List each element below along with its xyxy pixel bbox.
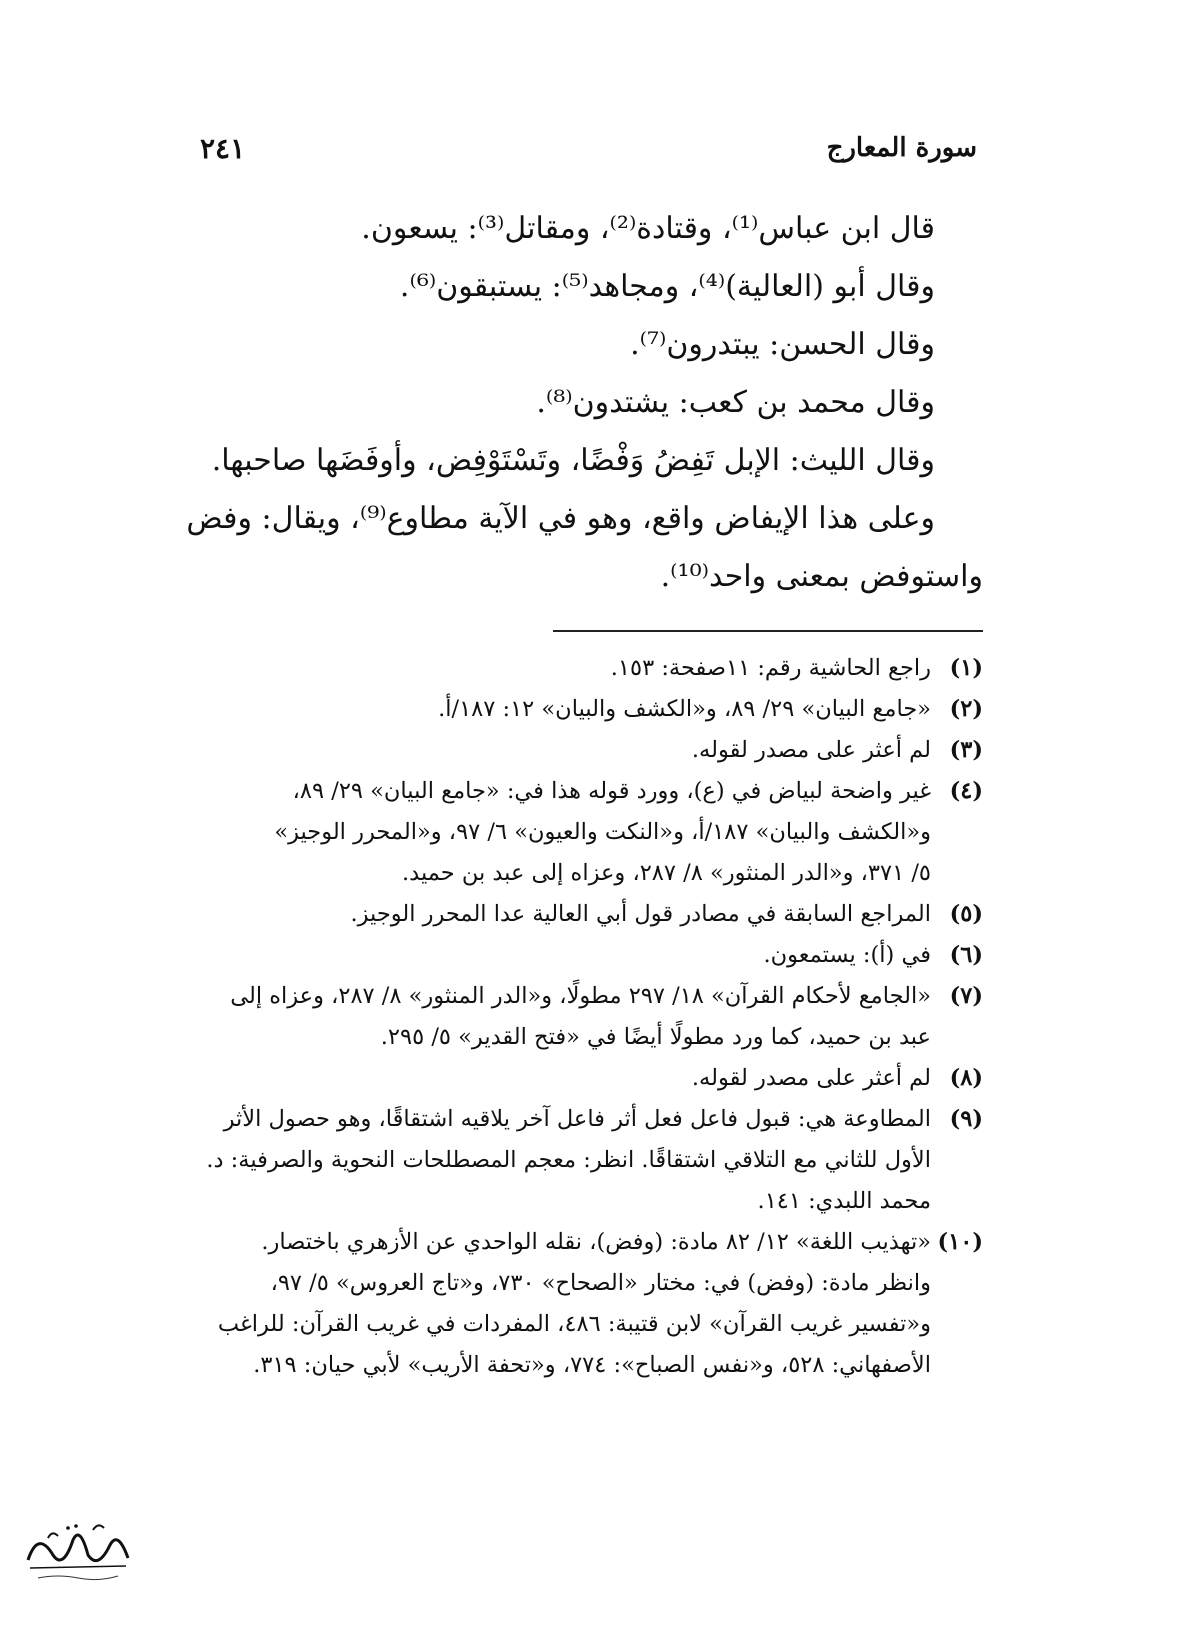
footnote-text: في (أ): يستمعون. bbox=[763, 942, 931, 968]
footnote bbox=[153, 935, 983, 976]
page-number: ٢٤١ bbox=[200, 131, 246, 165]
footnote-text: محمد اللبدي: ١٤١. bbox=[757, 1188, 931, 1214]
footnote-text: «الجامع لأحكام القرآن» ١٨/ ٢٩٧ مطولًا، و«الدر المنثور» ٨/ ٢٨٧، وعزاه إلى bbox=[230, 983, 931, 1009]
main-text-line: قال ابن عباس⁽¹⁾، وقتادة⁽²⁾، ومقاتل⁽³⁾: يسعون. bbox=[361, 211, 935, 246]
footnote-number: (٩) bbox=[949, 1106, 983, 1132]
main-text-line: وقال الحسن: يبتدرون⁽⁷⁾. bbox=[630, 327, 935, 362]
footnote bbox=[153, 894, 983, 935]
main-text bbox=[153, 200, 983, 606]
footnote-text: لم أعثر على مصدر لقوله. bbox=[691, 1065, 931, 1091]
page-header bbox=[200, 128, 977, 168]
surah-title: سورة المعارج bbox=[826, 133, 977, 163]
footnote-text: «تهذيب اللغة» ١٢/ ٨٢ مادة: (وفض)، نقله الواحدي عن الأزهري باختصار. bbox=[261, 1229, 931, 1255]
footnote bbox=[153, 771, 983, 894]
footnote-text: عبد بن حميد، كما ورد مطولًا أيضًا في «فتح القدير» ٥/ ٢٩٥. bbox=[380, 1024, 931, 1050]
footnote bbox=[153, 1222, 983, 1386]
main-text-line: وعلى هذا الإيفاض واقع، وهو في الآية مطاوع⁽⁹⁾، ويقال: وفض bbox=[186, 501, 935, 536]
footnote bbox=[153, 1058, 983, 1099]
footnote-number: (٤) bbox=[949, 778, 983, 804]
main-text-line: واستوفض بمعنى واحد⁽¹⁰⁾. bbox=[660, 559, 983, 594]
footnotes bbox=[153, 648, 983, 1386]
main-text-line: وقال محمد بن كعب: يشتدون⁽⁸⁾. bbox=[536, 385, 935, 420]
footnote-text: الأول للثاني مع التلاقي اشتقاقًا. انظر: معجم المصطلحات النحوية والصرفية: د. bbox=[206, 1147, 931, 1173]
footnote-text: غير واضحة لبياض في (ع)، وورد قوله هذا في: «جامع البيان» ٢٩/ ٨٩، bbox=[292, 778, 931, 804]
footnote bbox=[153, 976, 983, 1058]
footnote-number: (٦) bbox=[949, 942, 983, 968]
footnote-text: و«تفسير غريب القرآن» لابن قتيبة: ٤٨٦، المفردات في غريب القرآن: للراغب bbox=[217, 1311, 931, 1337]
footnote-text: المطاوعة هي: قبول فاعل فعل أثر فاعل آخر يلاقيه اشتقاقًا، وهو حصول الأثر bbox=[223, 1106, 931, 1132]
footnote bbox=[153, 648, 983, 689]
footnote-text: راجع الحاشية رقم: ١١صفحة: ١٥٣. bbox=[610, 655, 931, 681]
footnote-number: (٢) bbox=[949, 696, 983, 722]
footnote-text: المراجع السابقة في مصادر قول أبي العالية عدا المحرر الوجيز. bbox=[350, 901, 931, 927]
footnote-text: «جامع البيان» ٢٩/ ٨٩، و«الكشف والبيان» ١٢: ١٨٧/أ. bbox=[438, 696, 931, 722]
footnote-number: (١٠) bbox=[937, 1229, 983, 1255]
publisher-logo bbox=[18, 1500, 138, 1590]
footnote-number: (٣) bbox=[949, 737, 983, 763]
footnote bbox=[153, 689, 983, 730]
footnote-number: (٥) bbox=[949, 901, 983, 927]
footnote bbox=[153, 1099, 983, 1222]
footnote-text: و«الكشف والبيان» ١٨٧/أ، و«النكت والعيون» ٦/ ٩٧، و«المحرر الوجيز» bbox=[274, 819, 931, 845]
footnote-text: ٥/ ٣٧١، و«الدر المنثور» ٨/ ٢٨٧، وعزاه إلى عبد بن حميد. bbox=[402, 860, 931, 886]
footnote-number: (١) bbox=[949, 655, 983, 681]
footnote bbox=[153, 730, 983, 771]
footnote-text: الأصفهاني: ٥٢٨، و«نفس الصباح»: ٧٧٤، و«تحفة الأريب» لأبي حيان: ٣١٩. bbox=[253, 1352, 931, 1378]
main-text-line: وقال أبو (العالية)⁽⁴⁾، ومجاهد⁽⁵⁾: يستبقون⁽⁶⁾. bbox=[399, 269, 935, 304]
footnote-number: (٨) bbox=[949, 1065, 983, 1091]
footnote-text: وانظر مادة: (وفض) في: مختار «الصحاح» ٧٣٠، و«تاج العروس» ٥/ ٩٧، bbox=[270, 1270, 931, 1296]
main-text-line: وقال الليث: الإبل تَفِضُ وَفْضًا، وتَسْتَوْفِض، وأوفَضَها صاحبها. bbox=[211, 443, 935, 478]
footnote-text: لم أعثر على مصدر لقوله. bbox=[691, 737, 931, 763]
footnote-divider bbox=[553, 630, 983, 632]
footnote-number: (٧) bbox=[949, 983, 983, 1009]
